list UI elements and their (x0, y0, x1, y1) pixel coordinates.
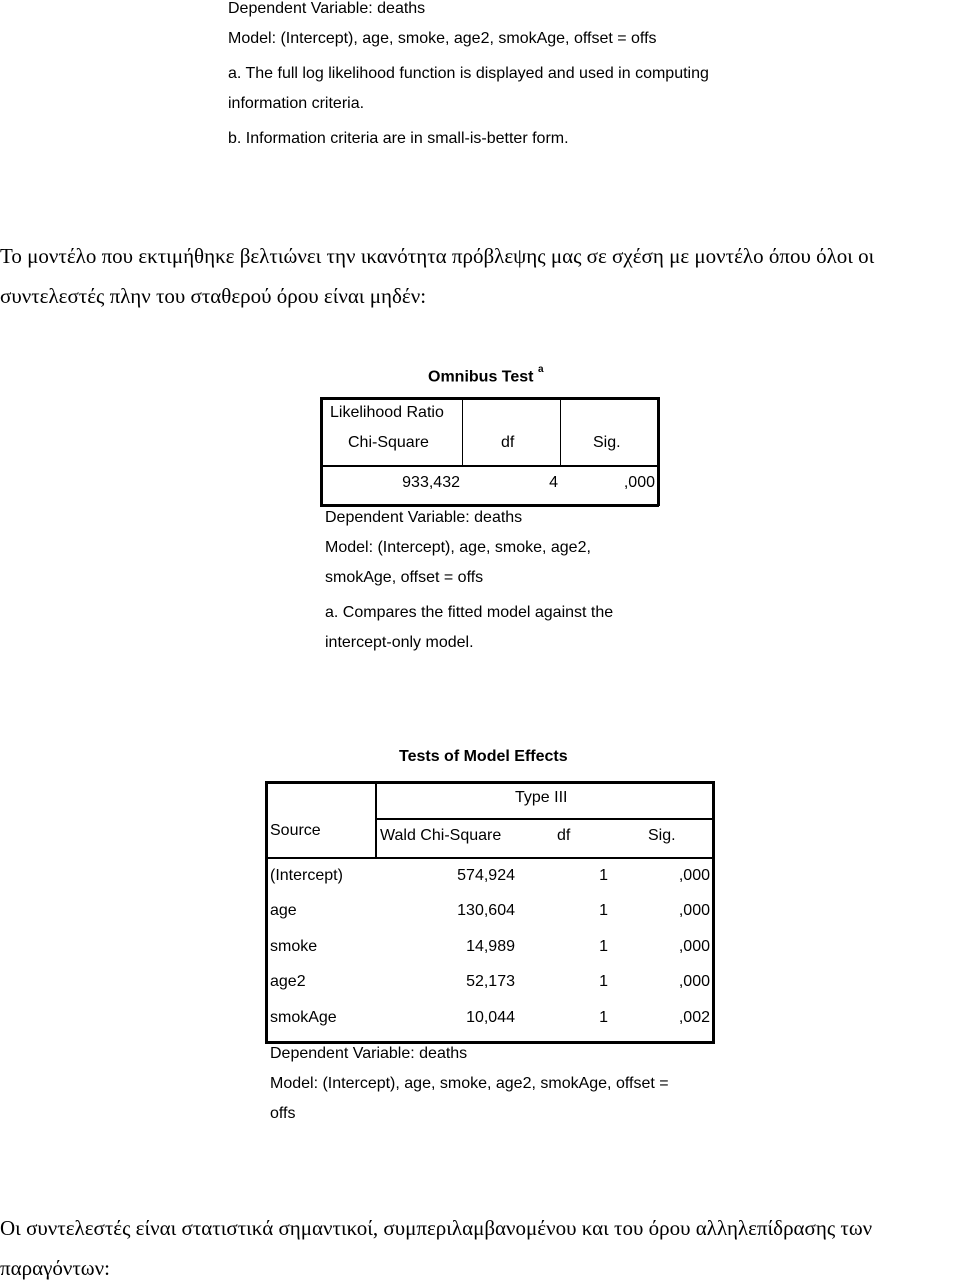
effects-right-border (712, 781, 715, 1044)
omnibus-left-border (320, 397, 323, 506)
effects-row-wald: 52,173 (466, 973, 515, 990)
effects-source-divider (375, 781, 377, 859)
effects-row-wald: 574,924 (457, 867, 515, 884)
effects-type-iii-header: Type III (515, 789, 568, 806)
note-dependent-variable: Dependent Variable: deaths (228, 0, 426, 17)
paragraph-2-line2: παραγόντων: (0, 1256, 110, 1280)
effects-row-wald: 130,604 (457, 902, 515, 919)
effects-row-source: smokAge (270, 1009, 337, 1026)
effects-row-sig: ,000 (678, 867, 710, 884)
effects-row-df: 1 (599, 973, 608, 990)
effects-note-dependent: Dependent Variable: deaths (270, 1045, 468, 1062)
effects-top-border (265, 781, 715, 784)
omnibus-header-df: df (501, 434, 515, 451)
omnibus-title-footnote-marker: a (537, 364, 544, 375)
effects-row-wald: 10,044 (466, 1009, 515, 1026)
effects-source-header: Source (270, 822, 321, 839)
effects-note-model-line1: Model: (Intercept), age, smoke, age2, smokAge, offset = (270, 1075, 669, 1092)
effects-row-df: 1 (599, 1009, 608, 1026)
effects-left-border (265, 781, 268, 1044)
effects-df-header: df (557, 827, 571, 844)
omnibus-note-a-line2: intercept-only model. (325, 634, 474, 651)
effects-row-wald: 14,989 (466, 938, 515, 955)
effects-row-sig: ,000 (678, 973, 710, 990)
effects-sig-header: Sig. (648, 827, 676, 844)
effects-row-df: 1 (599, 938, 608, 955)
effects-group-divider (375, 818, 715, 820)
paragraph-1-line2: συντελεστές πλην του σταθερού όρου είναι μηδέν: (0, 284, 427, 308)
effects-row-source: (Intercept) (270, 867, 343, 884)
effects-row-source: smoke (270, 938, 318, 955)
omnibus-header-lr-line1: Likelihood Ratio (330, 404, 444, 421)
omnibus-sig-value: ,000 (623, 474, 655, 491)
effects-row-source: age2 (270, 973, 306, 990)
effects-note-model-line2: offs (270, 1105, 296, 1122)
omnibus-top-border (320, 397, 659, 400)
omnibus-col-divider-2 (560, 397, 561, 467)
effects-row-sig: ,002 (678, 1009, 710, 1026)
effects-row-sig: ,000 (678, 902, 710, 919)
omnibus-title: Omnibus Test $^a$ (428, 364, 544, 386)
omnibus-note-model-line2: smokAge, offset = offs (325, 569, 484, 586)
effects-header-divider (265, 857, 715, 859)
effects-row-df: 1 (599, 902, 608, 919)
omnibus-note-model-line1: Model: (Intercept), age, smoke, age2, (325, 539, 591, 556)
note-a-line1: a. The full log likelihood function is displayed and used in computing (228, 65, 709, 82)
effects-row-df: 1 (599, 867, 608, 884)
omnibus-header-chi-square: Chi-Square (348, 434, 429, 451)
omnibus-note-dependent: Dependent Variable: deaths (325, 509, 523, 526)
omnibus-df-value: 4 (549, 474, 558, 491)
effects-row-sig: ,000 (678, 938, 710, 955)
note-a-line2: information criteria. (228, 95, 365, 112)
omnibus-chi-square-value: 933,432 (402, 474, 460, 491)
omnibus-header-sig: Sig. (593, 434, 621, 451)
omnibus-note-a-line1: a. Compares the fitted model against the (325, 604, 614, 621)
omnibus-col-divider-1 (462, 397, 463, 467)
effects-title: Tests of Model Effects (399, 748, 568, 765)
omnibus-header-divider (320, 465, 659, 467)
effects-wald-header: Wald Chi-Square (380, 827, 502, 844)
paragraph-1-line1: Το μοντέλο που εκτιμήθηκε βελτιώνει την ικανότητα πρόβλεψης μας σε σχέση με μοντέλο όπου όλοι οι (0, 244, 875, 268)
omnibus-right-border (657, 397, 660, 506)
effects-row-source: age (270, 902, 297, 919)
paragraph-2-line1: Οι συντελεστές είναι στατιστικά σημαντικοί, συμπεριλαμβανομένου και του όρου αλληλεπίδρασης των (0, 1216, 873, 1240)
note-b: b. Information criteria are in small-is-better form. (228, 130, 569, 147)
note-model: Model: (Intercept), age, smoke, age2, smokAge, offset = offs (228, 30, 657, 47)
